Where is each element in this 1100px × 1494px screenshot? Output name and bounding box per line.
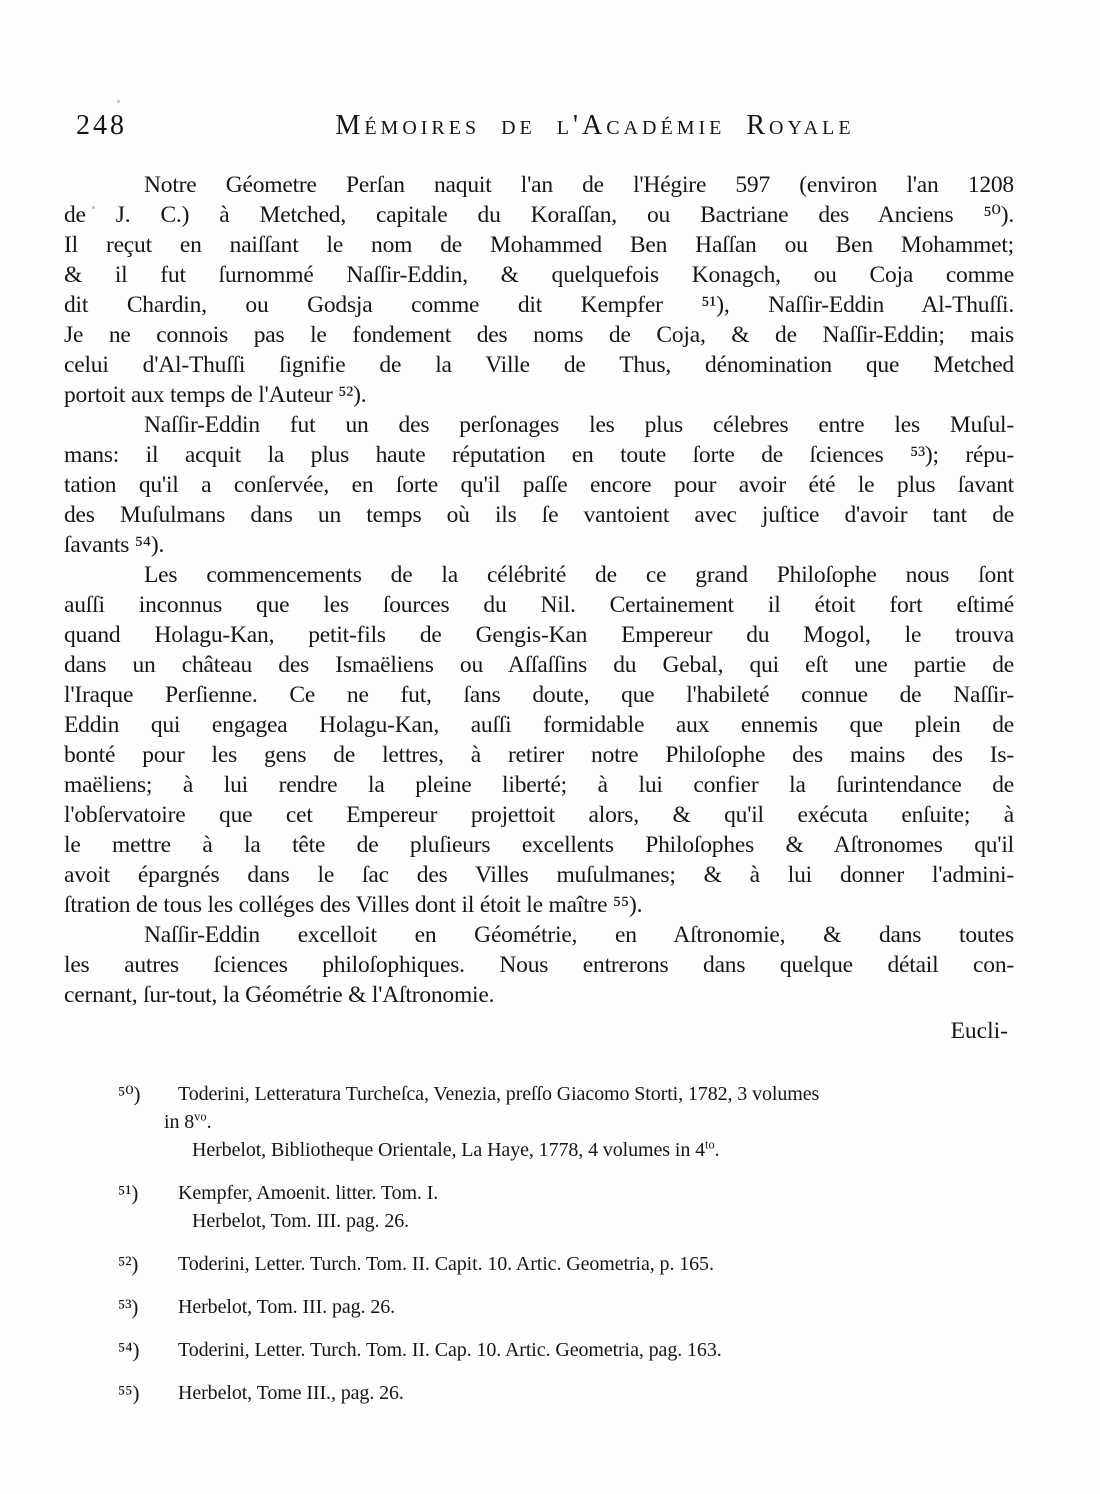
scan-speck (117, 100, 120, 103)
footnote-53 (118, 1293, 1014, 1321)
paragraph (64, 410, 1014, 560)
text-line: Naſſir-Eddin fut un des perſonages les plus célebres entre les Muſul- (144, 412, 1014, 438)
text-line: l'Iraque Perſienne. Ce ne fut, ſans doute, que l'habileté connue de Naſſir- (64, 682, 1014, 708)
footnote-line: Herbelot, Tome III., pag. 26. (178, 1382, 404, 1404)
text-line: Il reçut en naiſſant le nom de Mohammed Ben Haſſan ou Ben Mohammet; (64, 232, 1014, 258)
footnote-line (164, 1108, 1014, 1136)
text-line: Notre Géometre Perſan naquit l'an de l'Hégire 597 (environ l'an 1208 (144, 172, 1014, 198)
text-line: ſtration de tous les colléges des Villes dont il étoit le maître ⁵⁵). (64, 892, 643, 918)
text-line: Les commencements de la célébrité de ce grand Philoſophe nous ſont (144, 562, 1014, 588)
body-text (64, 170, 1014, 1010)
format-superscript: vo (194, 1109, 207, 1124)
text-line: dans un château des Ismaëliens ou Aſſaſſins du Gebal, qui eſt une partie de (64, 652, 1014, 678)
text-line: tation qu'il a conſervée, en ſorte qu'il paſſe encore pour avoir été le plus ſavant (64, 472, 1014, 498)
footnote-52 (118, 1250, 1014, 1278)
page-number: 248 (76, 110, 127, 141)
text-line: l'obſervatoire que cet Empereur projettoit alors, & qu'il exécuta enſuite; à (64, 802, 1014, 828)
text-line: celui d'Al-Thuſſi ſignifie de la Ville de Thus, dénomination que Metched (64, 352, 1014, 378)
text-line: auſſi inconnus que les ſources du Nil. Certainement il étoit fort eſtimé (64, 592, 1014, 618)
text-line: Eddin qui engagea Holagu-Kan, auſſi formidable aux ennemis que plein de (64, 712, 1014, 738)
footnote-text: . (714, 1139, 720, 1161)
footnote-line (192, 1136, 1014, 1164)
page-content (64, 110, 1014, 1422)
catchword: Eucli- (950, 1018, 1008, 1044)
footnote-line: Herbelot, Tom. III. pag. 26. (192, 1210, 410, 1232)
format-superscript: to (705, 1137, 715, 1152)
text-line: quand Holagu-Kan, petit-fils de Gengis-Kan Empereur du Mogol, le trouva (64, 622, 1014, 648)
text-line: cernant, ſur-tout, la Géométrie & l'Aſtronomie. (64, 982, 495, 1008)
paragraph (64, 560, 1014, 920)
text-line: de J. C.) à Metched, capitale du Koraſſan, ou Bactriane des Anciens ⁵⁰). (64, 202, 1014, 228)
running-title: Mémoires de l'Académie Royale (335, 110, 855, 141)
text-line: les autres ſciences philoſophiques. Nous entrerons dans quelque détail con- (64, 952, 1014, 978)
text-line: avoit épargnés dans le ſac des Villes muſulmanes; & à lui donner l'admini- (64, 862, 1014, 888)
text-line: maëliens; à lui rendre la pleine liberté; à lui confier la ſurintendance de (64, 772, 1014, 798)
footnote-line: Herbelot, Tom. III. pag. 26. (178, 1296, 396, 1318)
footnote-marker: ⁵⁴) (118, 1338, 140, 1362)
text-line: Naſſir-Eddin excelloit en Géométrie, en Aſtronomie, & dans toutes (144, 922, 1014, 948)
footnote-text: Herbelot, Bibliotheque Orientale, La Haye, 1778, 4 volumes in 4 (192, 1139, 706, 1161)
footnote-text: . (206, 1111, 212, 1133)
text-line: bonté pour les gens de lettres, à retirer notre Philoſophe des mains des Is- (64, 742, 1014, 768)
text-line: mans: il acquit la plus haute réputation en toute ſorte de ſciences ⁵³); répu- (64, 442, 1014, 468)
footnote-marker: ⁵⁰) (118, 1082, 141, 1106)
footnote-marker: ⁵⁵) (118, 1381, 140, 1405)
text-line: dit Chardin, ou Godsja comme dit Kempfer ⁵¹), Naſſir-Eddin Al-Thuſſi. (64, 292, 1014, 318)
paragraph (64, 170, 1014, 410)
paragraph (64, 920, 1014, 1010)
footnote-54 (118, 1336, 1014, 1364)
text-line: portoit aux temps de l'Auteur ⁵²). (64, 382, 367, 408)
footnote-55 (118, 1379, 1014, 1407)
footnote-line: Kempfer, Amoenit. litter. Tom. I. (178, 1182, 439, 1204)
footnote-text: in 8 (164, 1111, 195, 1133)
footnote-50 (118, 1080, 1014, 1164)
text-line: des Muſulmans dans un temps où ils ſe vantoient avec juſtice d'avoir tant de (64, 502, 1014, 528)
text-line: Je ne connois pas le fondement des noms de Coja, & de Naſſir-Eddin; mais (64, 322, 1014, 348)
running-head (64, 110, 1014, 150)
footnotes (64, 1080, 1014, 1407)
catchword-row (64, 1018, 1014, 1048)
footnote-51 (118, 1179, 1014, 1235)
footnote-line: Toderini, Letteratura Turcheſca, Venezia, preſſo Giacomo Storti, 1782, 3 volumes (178, 1083, 820, 1105)
footnote-marker: ⁵³) (118, 1295, 139, 1319)
footnote-line: Toderini, Letter. Turch. Tom. II. Capit. 10. Artic. Geometria, p. 165. (178, 1253, 714, 1275)
footnote-marker: ⁵²) (118, 1252, 139, 1276)
text-line: le mettre à la tête de pluſieurs excellents Philoſophes & Aſtronomes qu'il (64, 832, 1014, 858)
text-line: ſavants ⁵⁴). (64, 532, 165, 558)
text-line: & il fut ſurnommé Naſſir-Eddin, & quelquefois Konagch, ou Coja comme (64, 262, 1014, 288)
footnote-marker: ⁵¹) (118, 1181, 139, 1205)
footnote-line: Toderini, Letter. Turch. Tom. II. Cap. 10. Artic. Geometria, pag. 163. (178, 1339, 722, 1361)
